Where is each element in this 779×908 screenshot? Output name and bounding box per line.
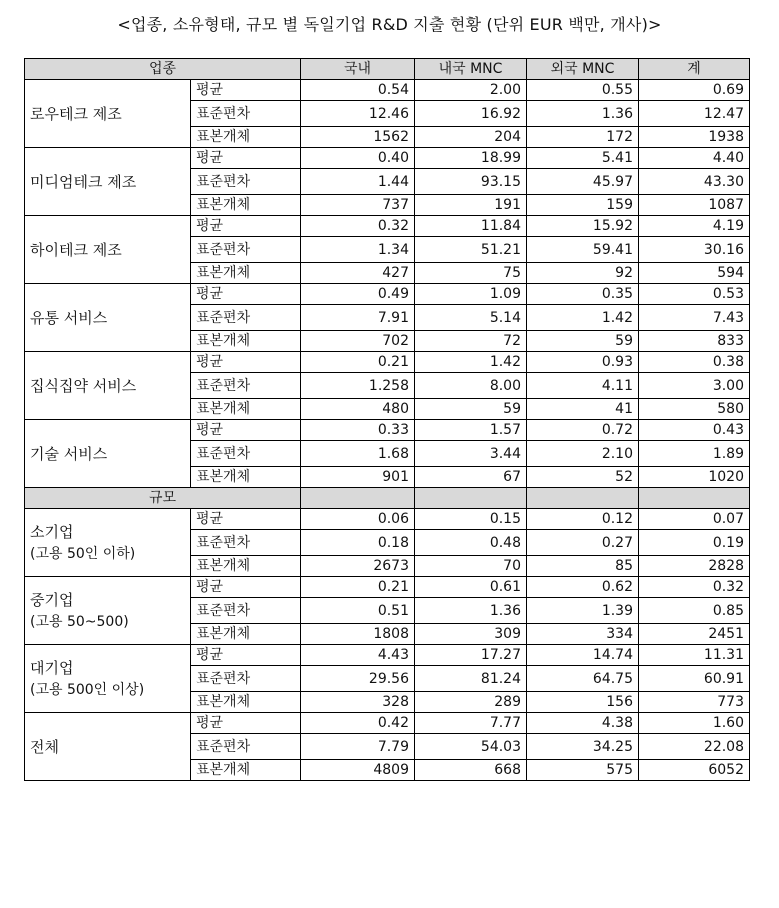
table-cell: 59 (415, 399, 527, 420)
stat-label: 표본개체 (191, 263, 301, 284)
mediumtech-manufacturing-name: 미디엄테크 제조 (30, 172, 137, 191)
overall-label (25, 713, 191, 781)
table-cell: 4.43 (301, 645, 415, 666)
table-cell: 0.85 (639, 598, 750, 624)
hightech-manufacturing-label (25, 216, 191, 284)
table-cell: 1938 (639, 127, 750, 148)
small-firm-name: 소기업 (30, 522, 74, 541)
large-firm-name: 대기업 (30, 658, 74, 677)
table-cell: 11.31 (639, 645, 750, 666)
table-cell: 8.00 (415, 373, 527, 399)
stat-label: 평균 (191, 80, 301, 101)
table-cell: 34.25 (527, 734, 639, 760)
table-cell: 1.258 (301, 373, 415, 399)
table-cell: 17.27 (415, 645, 527, 666)
stat-label: 평균 (191, 713, 301, 734)
stat-label: 표본개체 (191, 692, 301, 713)
stat-label: 평균 (191, 645, 301, 666)
technical-services-row-mean (25, 420, 750, 441)
table-cell: 2673 (301, 556, 415, 577)
stat-label: 표준편차 (191, 666, 301, 692)
table-cell: 0.40 (301, 148, 415, 169)
table-cell: 7.91 (301, 305, 415, 331)
stat-label: 평균 (191, 148, 301, 169)
size-section-row (25, 488, 750, 509)
table-cell: 1.36 (527, 101, 639, 127)
table-cell: 580 (639, 399, 750, 420)
stat-label: 표준편차 (191, 734, 301, 760)
table-cell: 1.44 (301, 169, 415, 195)
table-cell: 0.21 (301, 352, 415, 373)
table-cell: 0.48 (415, 530, 527, 556)
stat-label: 표준편차 (191, 373, 301, 399)
table-cell: 575 (527, 760, 639, 781)
table-cell: 0.62 (527, 577, 639, 598)
table-cell: 480 (301, 399, 415, 420)
table-cell: 0.38 (639, 352, 750, 373)
table-cell: 59 (527, 331, 639, 352)
table-cell: 0.72 (527, 420, 639, 441)
empty-cell (301, 488, 415, 509)
table-cell: 0.51 (301, 598, 415, 624)
stat-label: 평균 (191, 577, 301, 598)
stat-label: 표본개체 (191, 467, 301, 488)
table-cell: 1.36 (415, 598, 527, 624)
table-cell: 85 (527, 556, 639, 577)
stat-label: 평균 (191, 216, 301, 237)
table-cell: 0.12 (527, 509, 639, 530)
table-cell: 0.15 (415, 509, 527, 530)
table-cell: 0.43 (639, 420, 750, 441)
table-cell: 1.42 (527, 305, 639, 331)
table-cell: 4809 (301, 760, 415, 781)
small-firm-subtitle: (고용 50인 이하) (30, 545, 136, 562)
table-cell: 668 (415, 760, 527, 781)
table-cell: 1020 (639, 467, 750, 488)
table-cell: 51.21 (415, 237, 527, 263)
table-cell: 41 (527, 399, 639, 420)
stat-label: 표본개체 (191, 556, 301, 577)
table-cell: 45.97 (527, 169, 639, 195)
table-cell: 773 (639, 692, 750, 713)
table-title: <업종, 소유형태, 규모 별 독일기업 R&D 지출 현황 (단위 EUR 백만, 개사)> (117, 15, 662, 34)
table-cell: 43.30 (639, 169, 750, 195)
table-cell: 81.24 (415, 666, 527, 692)
table-cell: 0.35 (527, 284, 639, 305)
table-cell: 1.57 (415, 420, 527, 441)
table-cell: 1808 (301, 624, 415, 645)
mediumtech-manufacturing-row-mean (25, 148, 750, 169)
table-cell: 0.18 (301, 530, 415, 556)
stat-label: 평균 (191, 420, 301, 441)
knowledge-services-row-mean (25, 352, 750, 373)
table-cell: 172 (527, 127, 639, 148)
table-cell: 15.92 (527, 216, 639, 237)
stat-label: 표준편차 (191, 169, 301, 195)
stat-label: 표준편차 (191, 598, 301, 624)
header-domestic-mnc: 내국 MNC (415, 59, 527, 80)
header-category: 업종 (25, 59, 301, 80)
table-cell: 4.38 (527, 713, 639, 734)
table-cell: 289 (415, 692, 527, 713)
table-cell: 1.68 (301, 441, 415, 467)
knowledge-services-name: 집식집약 서비스 (30, 376, 137, 395)
table-cell: 1.42 (415, 352, 527, 373)
table-cell: 0.42 (301, 713, 415, 734)
table-cell: 2451 (639, 624, 750, 645)
hightech-manufacturing-name: 하이테크 제조 (30, 240, 122, 259)
table-cell: 4.19 (639, 216, 750, 237)
table-cell: 54.03 (415, 734, 527, 760)
table-cell: 5.41 (527, 148, 639, 169)
lowtech-manufacturing-row-mean (25, 80, 750, 101)
technical-services-label (25, 420, 191, 488)
table-cell: 7.43 (639, 305, 750, 331)
table-cell: 594 (639, 263, 750, 284)
table-cell: 0.07 (639, 509, 750, 530)
table-cell: 1562 (301, 127, 415, 148)
table-cell: 1.34 (301, 237, 415, 263)
stat-label: 평균 (191, 509, 301, 530)
table-cell: 11.84 (415, 216, 527, 237)
empty-cell (527, 488, 639, 509)
table-cell: 3.00 (639, 373, 750, 399)
technical-services-name: 기술 서비스 (30, 444, 108, 463)
medium-firm-subtitle: (고용 50~500) (30, 613, 129, 630)
table-cell: 2828 (639, 556, 750, 577)
table-cell: 70 (415, 556, 527, 577)
table-cell: 29.56 (301, 666, 415, 692)
table-cell: 72 (415, 331, 527, 352)
table-cell: 7.77 (415, 713, 527, 734)
stat-label: 표본개체 (191, 127, 301, 148)
table-cell: 52 (527, 467, 639, 488)
table-cell: 0.61 (415, 577, 527, 598)
table-cell: 204 (415, 127, 527, 148)
table-cell: 0.53 (639, 284, 750, 305)
large-firm-row-mean (25, 645, 750, 666)
rnd-expenditure-table (24, 58, 750, 781)
medium-firm-label (25, 577, 191, 645)
table-cell: 2.10 (527, 441, 639, 467)
table-cell: 0.69 (639, 80, 750, 101)
overall-name: 전체 (30, 737, 59, 756)
table-cell: 0.06 (301, 509, 415, 530)
stat-label: 표준편차 (191, 305, 301, 331)
table-cell: 2.00 (415, 80, 527, 101)
table-cell: 702 (301, 331, 415, 352)
table-cell: 92 (527, 263, 639, 284)
table-cell: 737 (301, 195, 415, 216)
table-cell: 60.91 (639, 666, 750, 692)
table-cell: 833 (639, 331, 750, 352)
distribution-services-label (25, 284, 191, 352)
table-cell: 427 (301, 263, 415, 284)
table-cell: 0.54 (301, 80, 415, 101)
table-cell: 4.40 (639, 148, 750, 169)
stat-label: 표본개체 (191, 331, 301, 352)
table-cell: 12.46 (301, 101, 415, 127)
header-foreign-mnc: 외국 MNC (527, 59, 639, 80)
table-cell: 22.08 (639, 734, 750, 760)
lowtech-manufacturing-name: 로우테크 제조 (30, 104, 122, 123)
stat-label: 표본개체 (191, 399, 301, 420)
table-cell: 0.93 (527, 352, 639, 373)
table-cell: 30.16 (639, 237, 750, 263)
table-cell: 0.32 (301, 216, 415, 237)
table-cell: 0.19 (639, 530, 750, 556)
distribution-services-name: 유통 서비스 (30, 308, 108, 327)
table-cell: 59.41 (527, 237, 639, 263)
table-cell: 93.15 (415, 169, 527, 195)
lowtech-manufacturing-label (25, 80, 191, 148)
distribution-services-row-mean (25, 284, 750, 305)
header-total: 계 (639, 59, 750, 80)
table-cell: 14.74 (527, 645, 639, 666)
stat-label: 표준편차 (191, 101, 301, 127)
stat-label: 표준편차 (191, 530, 301, 556)
table-cell: 156 (527, 692, 639, 713)
empty-cell (639, 488, 750, 509)
table-cell: 5.14 (415, 305, 527, 331)
table-cell: 0.33 (301, 420, 415, 441)
stat-label: 표준편차 (191, 237, 301, 263)
table-cell: 12.47 (639, 101, 750, 127)
table-cell: 1.60 (639, 713, 750, 734)
table-cell: 1.09 (415, 284, 527, 305)
table-cell: 4.11 (527, 373, 639, 399)
table-cell: 159 (527, 195, 639, 216)
medium-firm-name: 중기업 (30, 590, 74, 609)
table-cell: 67 (415, 467, 527, 488)
header-domestic: 국내 (301, 59, 415, 80)
table-cell: 1.39 (527, 598, 639, 624)
size-section-label: 규모 (25, 488, 301, 509)
table-cell: 18.99 (415, 148, 527, 169)
table-cell: 0.55 (527, 80, 639, 101)
mediumtech-manufacturing-label (25, 148, 191, 216)
small-firm-label (25, 509, 191, 577)
table-cell: 0.21 (301, 577, 415, 598)
medium-firm-row-mean (25, 577, 750, 598)
knowledge-services-label (25, 352, 191, 420)
stat-label: 평균 (191, 284, 301, 305)
table-cell: 0.49 (301, 284, 415, 305)
overall-row-mean (25, 713, 750, 734)
empty-cell (415, 488, 527, 509)
large-firm-label (25, 645, 191, 713)
table-cell: 1.89 (639, 441, 750, 467)
table-cell: 901 (301, 467, 415, 488)
small-firm-row-mean (25, 509, 750, 530)
table-cell: 75 (415, 263, 527, 284)
table-cell: 334 (527, 624, 639, 645)
stat-label: 표본개체 (191, 195, 301, 216)
table-cell: 64.75 (527, 666, 639, 692)
hightech-manufacturing-row-mean (25, 216, 750, 237)
table-cell: 0.27 (527, 530, 639, 556)
table-cell: 0.32 (639, 577, 750, 598)
header-row (25, 59, 750, 80)
large-firm-subtitle: (고용 500인 이상) (30, 681, 145, 698)
table-cell: 1087 (639, 195, 750, 216)
table-cell: 7.79 (301, 734, 415, 760)
stat-label: 표준편차 (191, 441, 301, 467)
stat-label: 표본개체 (191, 760, 301, 781)
stat-label: 표본개체 (191, 624, 301, 645)
table-cell: 328 (301, 692, 415, 713)
stat-label: 평균 (191, 352, 301, 373)
table-cell: 309 (415, 624, 527, 645)
table-cell: 16.92 (415, 101, 527, 127)
table-cell: 191 (415, 195, 527, 216)
table-cell: 6052 (639, 760, 750, 781)
table-cell: 3.44 (415, 441, 527, 467)
